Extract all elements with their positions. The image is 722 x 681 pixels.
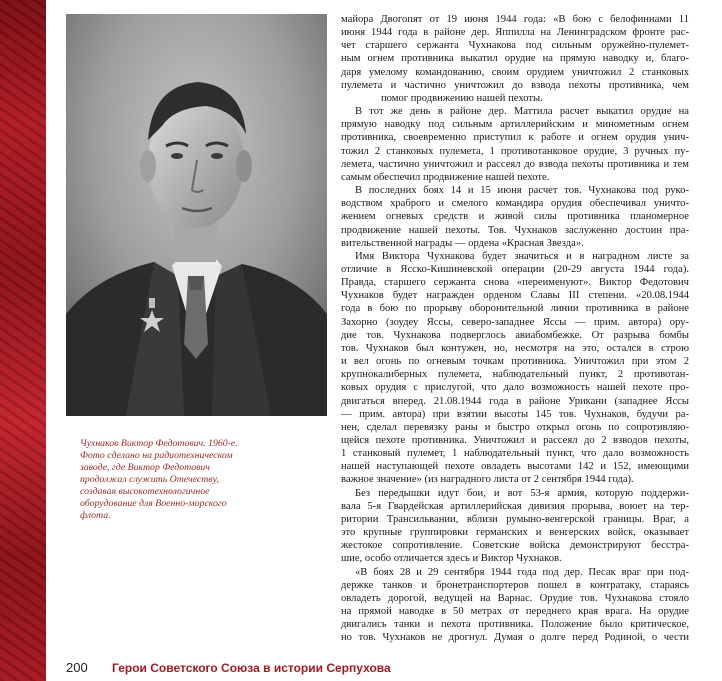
text-line: ковых орудия с прислугой, что дало возможность нашей пехоте про- <box>341 382 689 394</box>
text-line: прямую наводку под сильным артиллерийским и минометным огнем <box>341 119 689 131</box>
text-line: июня 1944 года в районе дер. Яппилла на Ленинградском фронте рас- <box>341 27 689 39</box>
text-line: дие тов. Чухнакова подверглось авиабомбежке. От разрыва бомбы <box>341 329 689 341</box>
text-line: Правда, старшего сержанта снова «переименуют». Виктор Федотович <box>341 277 689 289</box>
text-line: ритории Трансильвании, вблизи румыно-венгерской границы. Враг, а <box>341 513 689 525</box>
portrait-photo <box>66 14 327 416</box>
text-line: нашей наступающей пехоте овладеть высотами 142 и 152, имеющими <box>341 461 689 473</box>
text-line: важное значение» (из наградного листа от 2 сентября 1944 года). <box>341 474 634 486</box>
page-number: 200 <box>66 660 88 675</box>
text-line: 1 станковый пулемет, 1 наблюдательный пункт, что дало возможность <box>341 448 689 460</box>
text-line: Имя Виктора Чухнакова будет значиться и в наградном листе за <box>355 250 689 262</box>
caption-line: продолжал служить Отечеству, <box>80 474 219 485</box>
text-line: жением огневых средств и живой силы противника планомерное <box>341 211 689 223</box>
text-line: — прим. автора) при взятии высоты 145 тов. Чухнаков, будучи ра- <box>341 408 689 420</box>
caption-line: создавая высокотехнологичное <box>80 486 210 497</box>
caption-line: оборудование для Военно-морского <box>80 498 227 509</box>
text-line: жестокое сопротивление. Советские войска демонстрируют бесстра- <box>341 540 689 552</box>
text-line: продвижение нашей пехоты. Тов. Чухнаков заслуженно достоин пра- <box>341 224 689 236</box>
text-line: Без передышки идут бои, и вот 53-я армия, которую поддержи- <box>355 487 689 499</box>
text-line: водством храброго и смелого командира орудия обеспечивал уничто- <box>341 198 689 210</box>
text-line: противника, своевременно приступил к работе и огнем орудия унич- <box>341 132 689 144</box>
text-line: даря умелому командованию, своим орудием уничтожил 2 станковых <box>341 66 689 78</box>
text-line: щейся пехоте противника. Уничтожил и рассеял до 2 взводов пехоты, <box>341 435 689 446</box>
text-line: майора Двогопят от 19 июня 1944 года: «В бою с белофиннами 11 <box>341 14 689 25</box>
text-line: это крупные группировки германских и венгерских войск, оказывает <box>341 527 689 539</box>
caption-line: флота. <box>80 510 111 521</box>
text-line: пулемета и частично уничтожил до взвода пехоты противника, чем <box>341 79 689 91</box>
text-line: овладеть дорогой, ведущей на Варнас. Орудие тов. Чухнакова стояло <box>341 592 689 604</box>
text-line: тов. Чухнаков был контужен, но, несмотря на это, остался в строю <box>341 342 689 354</box>
decorative-side-band-texture <box>0 0 46 681</box>
text-line: держке танков и бронетранспортеров пошел в контратаку, стараясь <box>341 579 689 591</box>
text-line: лемета, частично уничтожил и рассеял до взвода пехоты противника и тем <box>341 158 689 170</box>
caption-line: Фото сделано на радиотехническом <box>80 450 233 461</box>
text-line: тожил 2 станковых пулемета, 1 противотанковое орудие, 3 ручных пу- <box>341 145 689 157</box>
text-line: но тов. Чухнаков не дрогнул. Думая о долге перед Родиной, о чести <box>341 632 689 644</box>
text-line: «В боях 28 и 29 сентября 1944 года под дер. Песак враг при под- <box>355 566 689 578</box>
text-line: В тот же день в районе дер. Маттила расчет выкатил орудие на <box>355 106 689 118</box>
text-line: отличие в Ясско-Кишиневской операции (20-29 августа 1944 года). <box>341 263 689 275</box>
photo-caption <box>80 438 308 522</box>
text-line: нен, сделал перевязку раны и быстро открыл огонь по сопротивляю- <box>341 421 689 433</box>
text-line: вала 5-я Гвардейская артиллерийская дивизия прорыва, воюет на тер- <box>341 500 689 512</box>
text-line: чет старшего сержанта Чухнакова под сильным оружейно-пулемет- <box>341 40 689 52</box>
text-line: и вел огонь по огневым точкам противника. Уничтожил при этом 2 <box>341 356 689 368</box>
text-line: на прямой наводке в 50 метрах от переднего края врага. На орудие <box>341 606 689 618</box>
text-line: шие, особо отличается здесь и Виктор Чухнаков. <box>341 553 562 565</box>
text-line: Захорно (зоудеу Яссы, северо-западнее Яссы — прим. автора) ору- <box>341 316 689 328</box>
body-text <box>341 13 689 645</box>
caption-line: Чухнаков Виктор Федотович. 1960-е. <box>80 438 238 449</box>
text-line: крупнокалиберных пулемета, наблюдательный пункт, 2 противотан- <box>341 369 689 381</box>
text-line: самым обеспечил продвижение нашей пехоте. <box>341 171 550 183</box>
text-line: вительственной награды — ордена «Красная Звезда». <box>341 237 584 249</box>
text-line: помог продвижению нашей пехоты. <box>381 92 543 104</box>
text-line: двигались танки и пехота противника. Положение было критическое, <box>341 619 689 631</box>
page-footer <box>66 660 706 678</box>
text-line: двигаться вперед. 21.08.1944 года в районе Урикани (западнее Яссы <box>341 395 689 407</box>
text-line: В последних боях 14 и 15 июня расчет тов. Чухнакова под руко- <box>355 185 689 197</box>
book-title: Герои Советского Союза в истории Серпухова <box>112 661 391 675</box>
caption-line: заводе, где Виктор Федотович <box>80 462 210 473</box>
text-line: года в бою по прорыву оборонительной линии противника в районе <box>341 303 689 315</box>
text-line: Чухнаков будет награжден орденом Славы III степени. «20.08.1944 <box>341 290 689 302</box>
text-line: ным огнем противника выкатил орудие на прямую наводку и, благо- <box>341 53 689 65</box>
